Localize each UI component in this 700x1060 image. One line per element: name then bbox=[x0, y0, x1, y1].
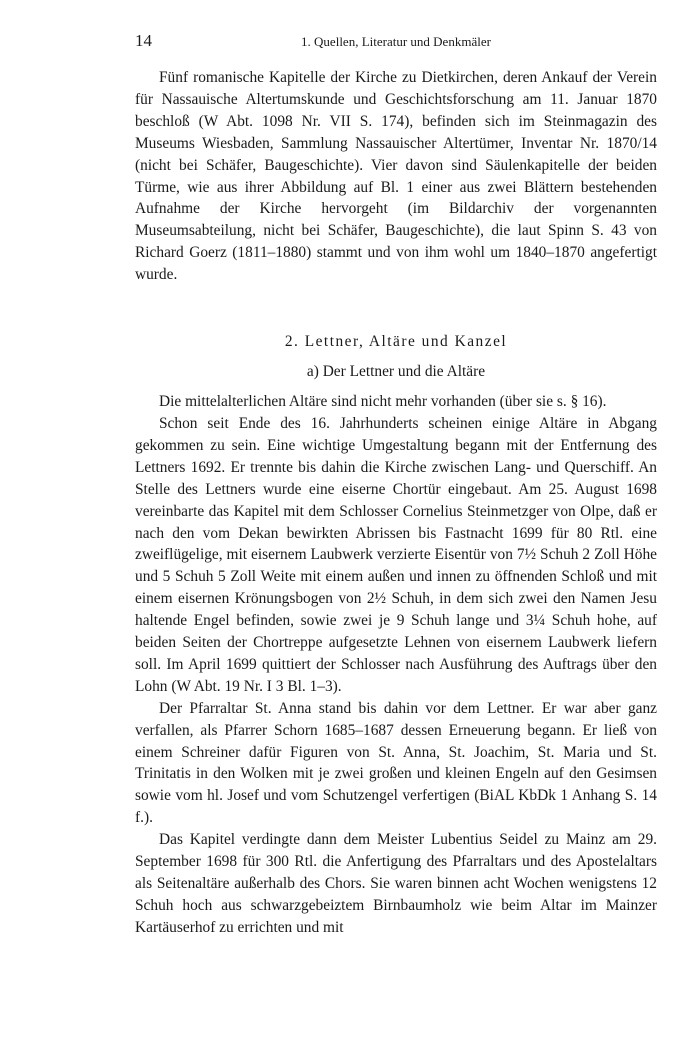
running-title: 1. Quellen, Literatur und Denkmäler bbox=[301, 34, 491, 49]
subsection-heading: a) Der Lettner und die Altäre bbox=[306, 363, 486, 381]
running-head bbox=[135, 30, 657, 52]
paragraph-lettner-removal: Schon seit Ende des 16. Jahrhunderts scheinen einige Altäre in Abgang gekommen zu sein. Eine wichtige Umgestaltung begann mit der Entfernung des Lettners 1692. Er trennte bis dahin die Kirche zwischen Lang- und Querschiff. An Stelle des Lettners wurde eine eiserne Chortür eingebaut. Am 25. August 1698 vereinbarte das Kapitel mit dem Schlosser Cornelius Steinmetzger von Olpe, daß er nach den vom Dekan bewirkten Abrissen bis Fastnacht 1699 für 80 Rtl. eine zweiflügelige, mit eisernem Laubwerk verzierte Eisentür von 7½ Schuh 2 Zoll Höhe und 5 Schuh 5 Zoll Weite mit einem außen und innen zu öffnenden Schloß und mit einem eisernen Krönungsbogen von 2½ Schuh, in dem sich zwei den Namen Jesu haltende Engel befinden, sowie zwei je 9 Schuh lange und 3¼ Schuh hohe, auf beiden Seiten der Chortreppe aufgesetzte Lehnen von eisernem Laubwerk liefern soll. Im April 1699 quittiert der Schlosser nach Ausführung des Auftrags über den Lohn (W Abt. 19 Nr. I 3 Bl. 1–3). bbox=[135, 414, 657, 695]
page-number: 14 bbox=[135, 31, 152, 50]
paragraph-capitals: Fünf romanische Kapitelle der Kirche zu Dietkirchen, deren Ankauf der Verein für Nassauische Altertumskunde und Geschichtsforschung am 11. Januar 1870 beschloß (W Abt. 1098 Nr. VII S. 174), befinden sich im Steinmagazin des Museums Wiesbaden, Sammlung Nassauischer Altertümer, Inventar Nr. 1870/14 (nicht bei Schäfer, Baugeschichte). Vier davon sind Säulenkapitelle der beiden Türme, wie aus ihrer Abbildung auf Bl. 1 einer aus zwei Blättern bestehenden Aufnahme der Kirche hervorgeht (im Bildarchiv der vorgenannten Museumsabteilung, nicht bei Schäfer, Baugeschichte), die laut Spinn S. 43 von Richard Goerz (1811–1880) stammt und von ihm wohl um 1840–1870 angefertigt wurde. bbox=[135, 69, 657, 284]
section-heading: 2. Lettner, Altäre und Kanzel bbox=[284, 333, 508, 351]
paragraph-altars-lost: Die mittelalterlichen Altäre sind nicht mehr vorhanden (über sie s. § 16). bbox=[159, 393, 607, 411]
paragraph-seidel-contract: Das Kapitel verdingte dann dem Meister Lubentius Seidel zu Mainz am 29. September 1698 für 300 Rtl. die Anfertigung des Pfarraltars und des Apostelaltars als Seitenaltäre außerhalb des Chors. Sie waren binnen acht Wochen wenigstens 12 Schuh hoch aus schwarzgebeiztem Birnbaumholz wie beim Altar im Mainzer Kartäuserhof zu errichten und mit bbox=[135, 831, 657, 936]
paragraph-pfarraltar: Der Pfarraltar St. Anna stand bis dahin vor dem Lettner. Er war aber ganz verfallen, als Pfarrer Schorn 1685–1687 dessen Erneuerung begann. Er ließ von einem Schreiner dafür Figuren von St. Anna, St. Joachim, St. Maria und St. Trinitatis in den Wolken mit je zwei großen und kleinen Engeln auf den Gesimsen sowie vom hl. Josef und vom Schutzengel verfertigen (BiAL KbDk 1 Anhang S. 14 f.). bbox=[135, 699, 657, 827]
body-text bbox=[135, 67, 657, 939]
